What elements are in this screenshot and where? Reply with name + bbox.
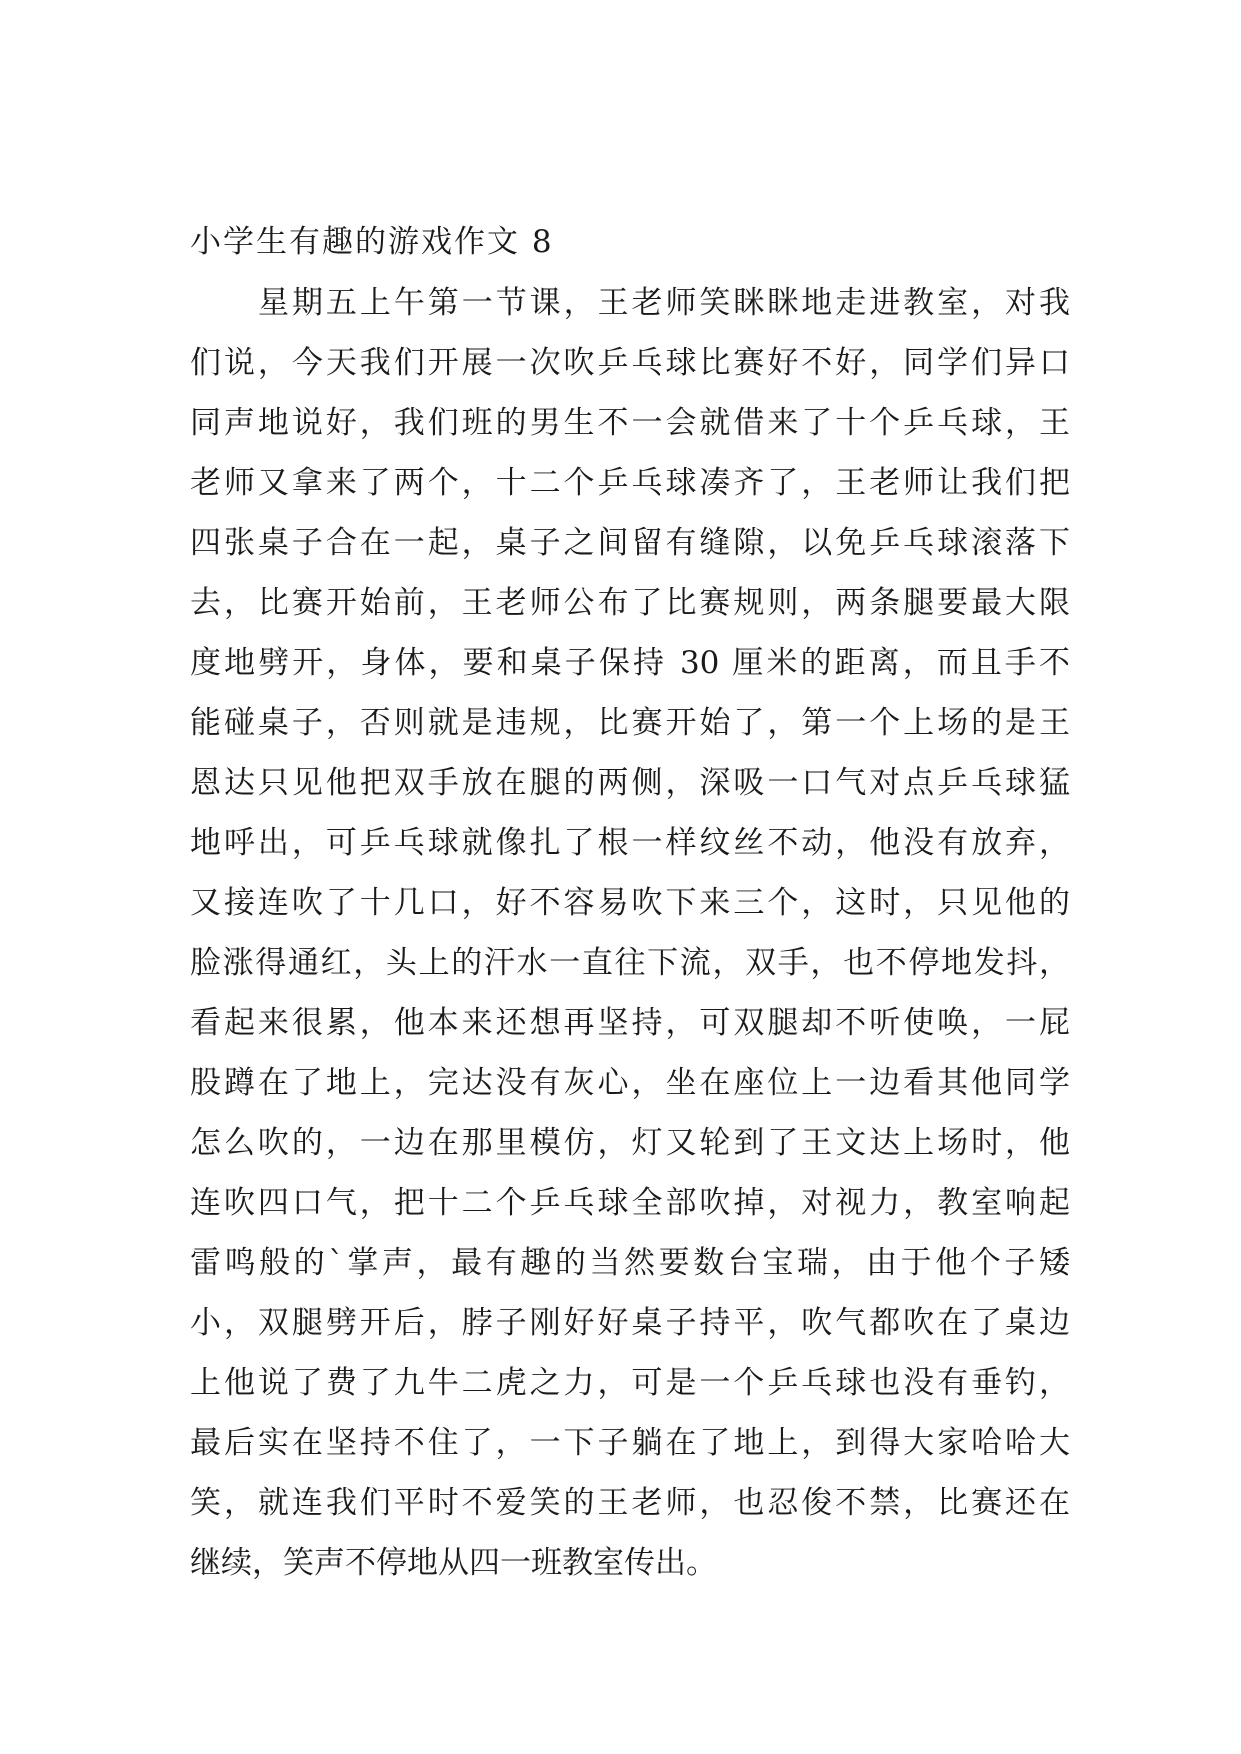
paragraph-line: 看起来很累，他本来还想再坚持，可双腿却不听使唤，一屁 [190, 1005, 1070, 1041]
essay-paragraph [190, 280, 1070, 1600]
paragraph-line: 笑，就连我们平时不爱笑的王老师，也忍俊不禁，比赛还在 [190, 1485, 1070, 1521]
paragraph-line: 连吹四口气，把十二个乒乓球全部吹掉，对视力，教室响起 [190, 1185, 1070, 1221]
paragraph-line: 怎么吹的，一边在那里模仿，灯又轮到了王文达上场时，他 [190, 1125, 1070, 1161]
paragraph-line: 上他说了费了九牛二虎之力，可是一个乒乓球也没有垂钓， [190, 1365, 1070, 1401]
paragraph-line: 度地劈开，身体，要和桌子保持 30 厘米的距离，而且手不 [190, 645, 1070, 681]
paragraph-line: 继续，笑声不停地从四一班教室传出。 [190, 1545, 717, 1581]
document-title: 小学生有趣的游戏作文 8 [190, 224, 554, 260]
paragraph-line: 去，比赛开始前，王老师公布了比赛规则，两条腿要最大限 [190, 585, 1070, 621]
paragraph-line: 能碰桌子，否则就是违规，比赛开始了，第一个上场的是王 [190, 705, 1070, 741]
paragraph-line: 四张桌子合在一起，桌子之间留有缝隙，以免乒乓球滚落下 [190, 525, 1070, 561]
paragraph-line: 股蹲在了地上，完达没有灰心，坐在座位上一边看其他同学 [190, 1065, 1070, 1101]
paragraph-line: 最后实在坚持不住了，一下子躺在了地上，到得大家哈哈大 [190, 1425, 1070, 1461]
paragraph-line: 老师又拿来了两个，十二个乒乓球凑齐了，王老师让我们把 [190, 465, 1070, 501]
paragraph-line: 星期五上午第一节课，王老师笑眯眯地走进教室，对我 [258, 285, 1070, 321]
paragraph-line: 小，双腿劈开后，脖子刚好好桌子持平，吹气都吹在了桌边 [190, 1305, 1070, 1341]
paragraph-line: 雷鸣般的`掌声，最有趣的当然要数台宝瑞，由于他个子矮 [190, 1245, 1070, 1281]
paragraph-line: 们说，今天我们开展一次吹乒乓球比赛好不好，同学们异口 [190, 345, 1070, 381]
paragraph-line: 又接连吹了十几口，好不容易吹下来三个，这时，只见他的 [190, 885, 1070, 921]
paragraph-line: 脸涨得通红，头上的汗水一直往下流，双手，也不停地发抖， [190, 945, 1070, 981]
paragraph-line: 地呼出，可乒乓球就像扎了根一样纹丝不动，他没有放弃， [190, 825, 1070, 861]
paragraph-line: 恩达只见他把双手放在腿的两侧，深吸一口气对点乒乓球猛 [190, 765, 1070, 801]
paragraph-line: 同声地说好，我们班的男生不一会就借来了十个乒乓球，王 [190, 405, 1070, 441]
